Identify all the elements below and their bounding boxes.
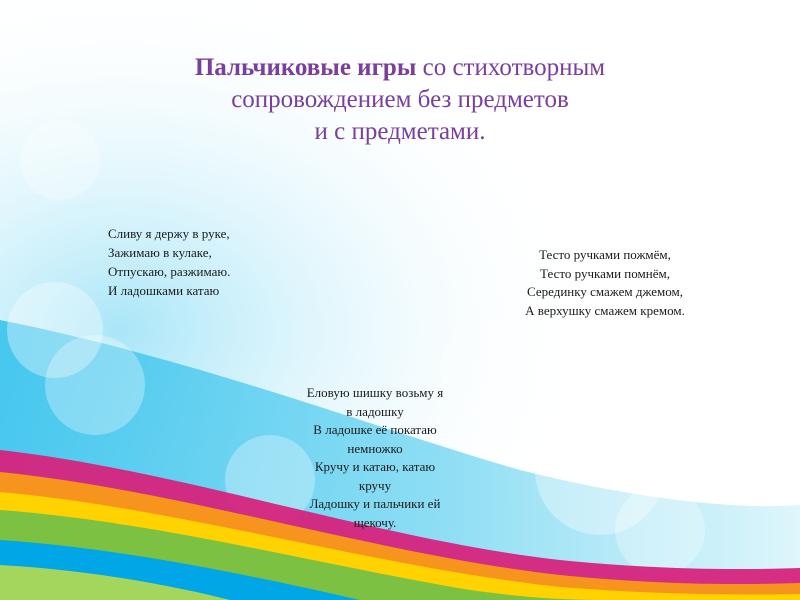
poem-line: Кручу и катаю, катаю	[314, 459, 436, 474]
poem-line: кручу	[358, 477, 392, 493]
title-bold: Пальчиковые игры	[194, 54, 417, 81]
title-rest-line1: со стихотворным	[416, 54, 606, 81]
poem-line: в ладошку	[346, 403, 404, 419]
poem-line: И ладошками катаю	[108, 283, 220, 298]
slide-title	[100, 52, 700, 148]
title-line3: и с предметами.	[314, 118, 486, 145]
poem-line: А верхушку смажем кремом.	[525, 302, 685, 318]
title-line2: сопровождением без предметов	[231, 86, 569, 113]
poem-right	[500, 246, 710, 320]
poem-line: Тесто ручками помнём,	[540, 265, 670, 281]
poem-bottom	[280, 384, 470, 532]
poem-line: Ладошку и пальчики ей	[309, 496, 441, 511]
poem-line: Еловую шишку возьму я	[306, 385, 444, 400]
poem-line: щекочу.	[353, 514, 397, 530]
poem-line: Отпускаю, разжимаю.	[108, 264, 231, 279]
poem-left	[108, 224, 230, 300]
poem-line: В ладошке её покатаю	[313, 422, 437, 437]
poem-line: Серединку смажем джемом,	[527, 284, 683, 299]
poem-line: Зажимаю в кулаке,	[108, 245, 212, 260]
poem-line: Тесто ручками пожмём,	[539, 247, 671, 262]
poem-line: Сливу я держу в руке,	[108, 226, 230, 241]
poem-line: немножко	[347, 440, 403, 456]
